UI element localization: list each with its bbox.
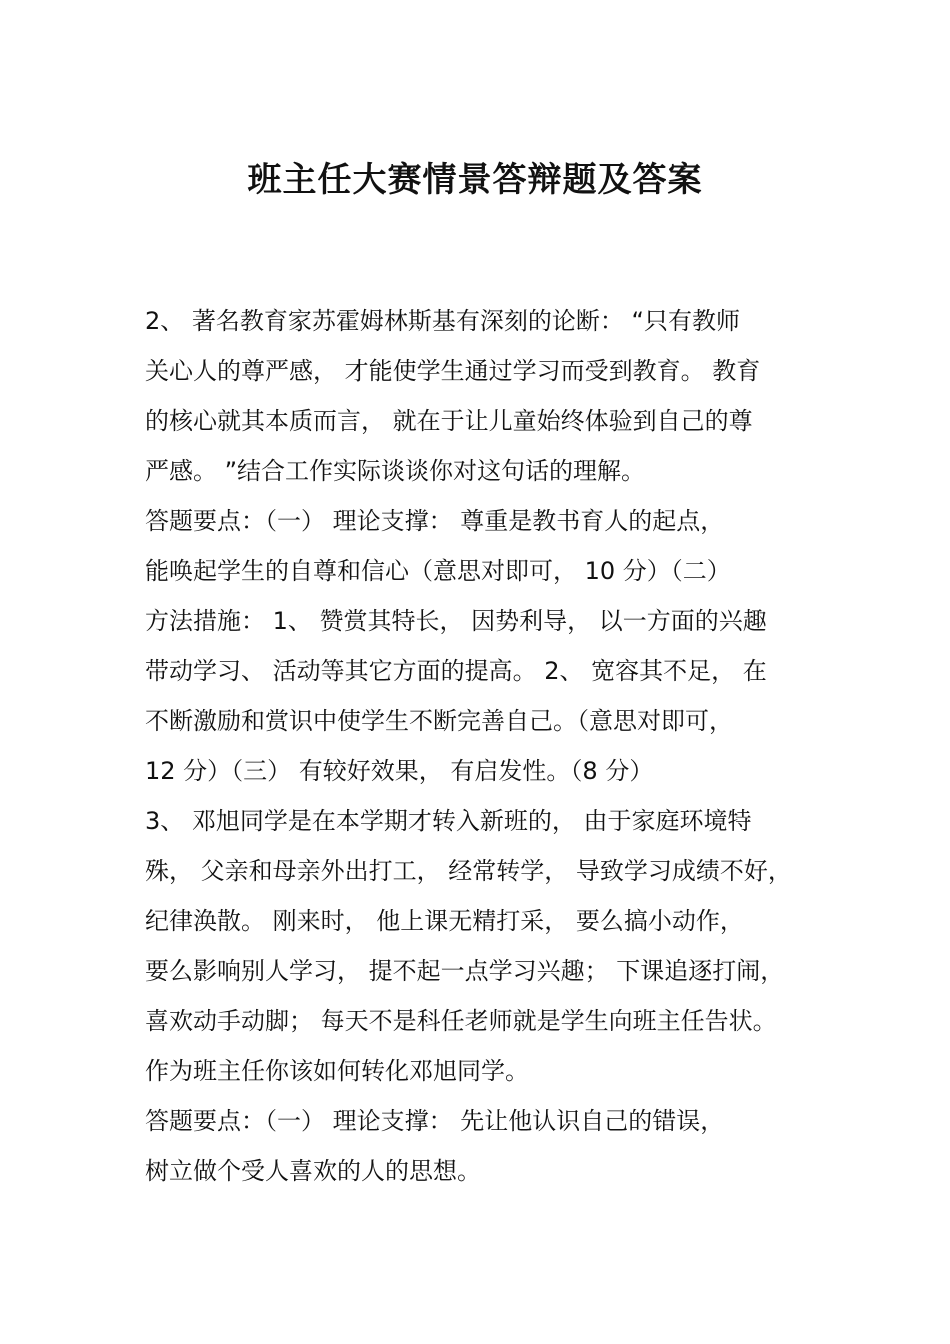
text-line: 带动学习、 活动等其它方面的提高。 2、 宽容其不足， 在	[145, 657, 767, 685]
text-line: 不断激励和赏识中使学生不断完善自己。（意思对即可，	[145, 707, 733, 735]
text-line: 严感。 ”结合工作实际谈谈你对这句话的理解。	[145, 457, 646, 485]
text-line: 作为班主任你该如何转化邓旭同学。	[145, 1057, 529, 1085]
text-line: 关心人的尊严感， 才能使学生通过学习而受到教育。 教育	[145, 357, 761, 385]
text-line: 树立做个受人喜欢的人的思想。	[145, 1157, 481, 1185]
text-line: 殊， 父亲和母亲外出打工， 经常转学， 导致学习成绩不好，	[145, 857, 792, 885]
text-line: 答题要点：（一） 理论支撑： 尊重是教书育人的起点，	[145, 507, 725, 535]
text-line: 答题要点：（一） 理论支撑： 先让他认识自己的错误，	[145, 1107, 725, 1135]
document-title: 班主任大赛情景答辩题及答案	[247, 160, 703, 200]
text-line: 2、 著名教育家苏霍姆林斯基有深刻的论断： “只有教师	[145, 307, 740, 335]
text-line: 纪律涣散。 刚来时， 他上课无精打采， 要么搞小动作，	[145, 907, 744, 935]
text-line: 3、 邓旭同学是在本学期才转入新班的， 由于家庭环境特	[145, 807, 752, 835]
document-body	[145, 296, 835, 1196]
text-line: 12 分）（三） 有较好效果， 有启发性。（8 分）	[145, 757, 654, 785]
text-line: 方法措施： 1、 赞赏其特长， 因势利导， 以一方面的兴趣	[145, 607, 767, 635]
text-line: 能唤起学生的自尊和信心（意思对即可， 10 分）（二）	[145, 557, 731, 585]
text-line: 要么影响别人学习， 提不起一点学习兴趣； 下课追逐打闹，	[145, 957, 785, 985]
text-line: 喜欢动手动脚； 每天不是科任老师就是学生向班主任告状。	[145, 1007, 777, 1035]
text-line: 的核心就其本质而言， 就在于让儿童始终体验到自己的尊	[145, 407, 753, 435]
